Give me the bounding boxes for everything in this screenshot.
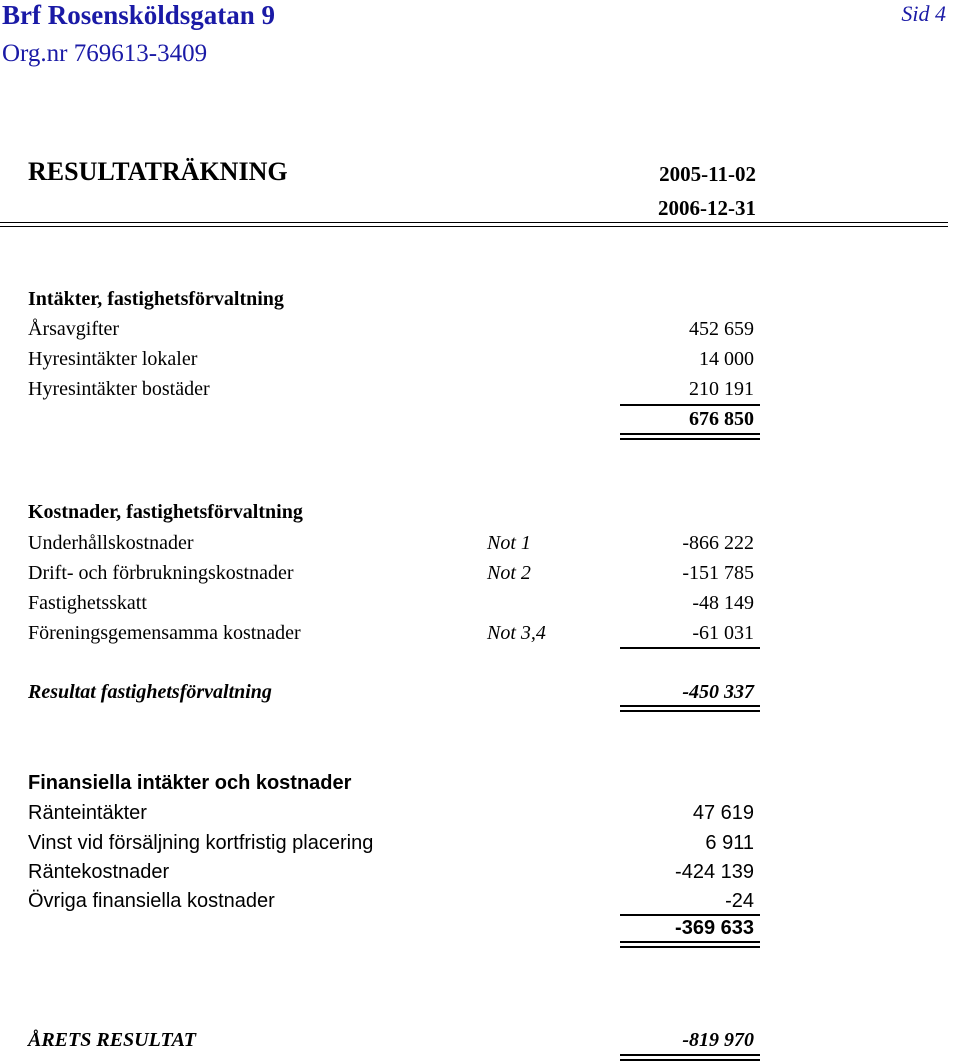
financial-row-amount: 6 911 <box>705 832 754 854</box>
costs-result-label: Resultat fastighetsförvaltning <box>28 681 272 703</box>
income-row-label: Årsavgifter <box>28 318 120 340</box>
costs-row-label: Föreningsgemensamma kostnader <box>28 622 301 644</box>
year-result-rule <box>620 1054 760 1056</box>
income-row-label: Hyresintäkter bostäder <box>28 378 210 400</box>
header-divider-2 <box>0 226 948 227</box>
period-end: 2006-12-31 <box>658 196 756 220</box>
costs-subtotal-rule <box>620 647 760 649</box>
page-number: Sid 4 <box>901 1 946 26</box>
income-row-amount: 14 000 <box>699 348 754 370</box>
year-result-amount: -819 970 <box>682 1029 754 1051</box>
financial-total-rule-2 <box>620 946 760 948</box>
costs-row-amount: -866 222 <box>682 532 754 554</box>
costs-row-amount: -61 031 <box>692 622 754 644</box>
financial-heading: Finansiella intäkter och kostnader <box>28 772 352 794</box>
income-heading: Intäkter, fastighetsförvaltning <box>28 288 284 310</box>
income-row-label: Hyresintäkter lokaler <box>28 348 198 370</box>
costs-row-label: Underhållskostnader <box>28 532 194 554</box>
costs-row-note: Not 3,4 <box>487 622 546 644</box>
costs-result-rule <box>620 705 760 707</box>
costs-row-amount: -48 149 <box>692 592 754 614</box>
financial-row-amount: 47 619 <box>692 802 754 824</box>
financial-row-amount: -424 139 <box>675 861 754 883</box>
financial-row-label: Ränteintäkter <box>28 802 147 824</box>
costs-row-amount: -151 785 <box>682 562 754 584</box>
financial-row-amount: -24 <box>725 890 754 912</box>
costs-row-note: Not 1 <box>487 532 531 554</box>
costs-row-label: Drift- och förbrukningskostnader <box>28 562 294 584</box>
costs-result-rule-2 <box>620 710 760 712</box>
year-result-rule-2 <box>620 1059 760 1061</box>
report-title: RESULTATRÄKNING <box>28 157 288 186</box>
financial-subtotal-rule <box>620 914 760 916</box>
year-result-label: ÅRETS RESULTAT <box>28 1029 197 1051</box>
financial-total: -369 633 <box>675 917 754 939</box>
header-divider <box>0 222 948 223</box>
income-total: 676 850 <box>689 408 754 430</box>
income-row-amount: 210 191 <box>689 378 754 400</box>
costs-row-label: Fastighetsskatt <box>28 592 147 614</box>
financial-row-label: Vinst vid försäljning kortfristig placering <box>28 832 374 854</box>
income-subtotal-rule <box>620 404 760 406</box>
financial-row-label: Räntekostnader <box>28 861 170 883</box>
costs-row-note: Not 2 <box>487 562 531 584</box>
period-start: 2005-11-02 <box>659 162 756 186</box>
costs-result-amount: -450 337 <box>682 681 754 703</box>
income-row-amount: 452 659 <box>689 318 754 340</box>
income-total-rule-2 <box>620 438 760 440</box>
costs-heading: Kostnader, fastighetsförvaltning <box>28 501 303 523</box>
org-number: Org.nr 769613-3409 <box>2 40 208 67</box>
financial-total-rule <box>620 941 760 943</box>
company-name: Brf Rosensköldsgatan 9 <box>2 0 276 30</box>
financial-row-label: Övriga finansiella kostnader <box>28 890 275 912</box>
income-total-rule <box>620 433 760 435</box>
